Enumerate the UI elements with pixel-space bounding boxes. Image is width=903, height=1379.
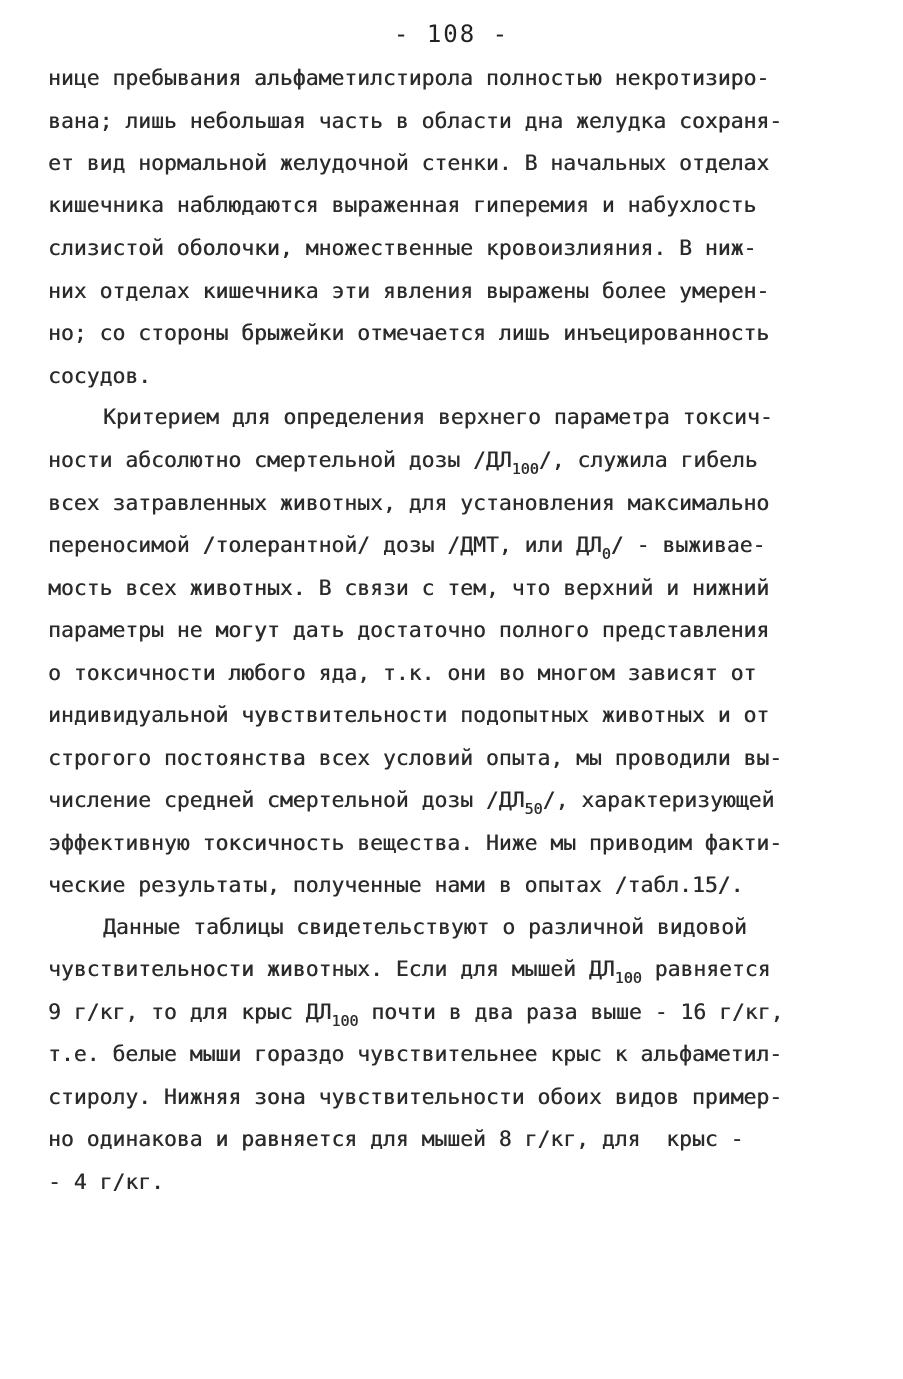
text-line: слизистой оболочки, множественные кровоизлияния. В ниж- (48, 236, 757, 261)
text-line: ческие результаты, полученные нами в опытах /табл.15/. (48, 873, 744, 898)
text-line: эффективную токсичность вещества. Ниже мы приводим факти- (48, 831, 783, 856)
text-line: параметры не могут дать достаточно полного представления (48, 618, 770, 643)
subscript: 100 (511, 460, 539, 478)
text-line: Критерием для определения верхнего параметра токсич- (103, 405, 773, 430)
text-line: всех затравленных животных, для установления максимально (48, 491, 770, 516)
text-line: индивидуальной чувствительности подопытных животных и от (48, 703, 770, 728)
text-line: стиролу. Нижняя зона чувствительности обоих видов пример- (48, 1085, 783, 1110)
text-line: Данные таблицы свидетельствуют о различной видовой (103, 915, 747, 940)
text-line: вана; лишь небольшая часть в области дна желудка сохраня- (48, 109, 783, 134)
subscript: 50 (524, 800, 543, 818)
subscript: 100 (331, 1012, 359, 1030)
text-line: переносимой /толерантной/ дозы /ДМТ, или $ДЛ_0/$ - выживае- (48, 533, 766, 563)
text-line: т.е. белые мыши гораздо чувствительнее крыс к альфаметил- (48, 1042, 783, 1067)
text-line: 9 г/кг, то для крыс $ДЛ_{100}$ почти в два раза выше - 16 г/кг, (48, 1000, 784, 1030)
page-number: - 108 - (393, 20, 510, 48)
text-line: строгого постоянства всех условий опыта, мы проводили вы- (48, 746, 783, 771)
text-line: ет вид нормальной желудочной стенки. В начальных отделах (48, 151, 770, 176)
text-line: мость всех животных. В связи с тем, что верхний и нижний (48, 576, 770, 601)
text-line: но одинакова и равняется для мышей 8 г/кг, для крыс - (48, 1127, 744, 1152)
text-line: но; со стороны брыжейки отмечается лишь инъецированность (48, 321, 770, 346)
text-line: них отделах кишечника эти явления выражены более умерен- (48, 279, 770, 304)
text-line: чувствительности животных. Если для мышей $ДЛ_{100}$ равняется (48, 957, 771, 987)
subscript: 100 (614, 969, 642, 987)
text-line: о токсичности любого яда, т.к. они во многом зависят от (48, 661, 757, 686)
text-line: сосудов. (48, 364, 152, 389)
text-line: ности абсолютно смертельной дозы $/ДЛ_{100}/$, служила гибель (48, 448, 758, 478)
text-line: нице пребывания альфаметилстирола полностью некротизиро- (48, 66, 770, 91)
text-line: кишечника наблюдаются выраженная гиперемия и набухлость (48, 193, 757, 218)
subscript: 0 (601, 545, 611, 563)
text-line: числение средней смертельной дозы $/ДЛ_{50}/$, характеризующей (48, 788, 775, 818)
text-line: - 4 г/кг. (48, 1170, 164, 1195)
